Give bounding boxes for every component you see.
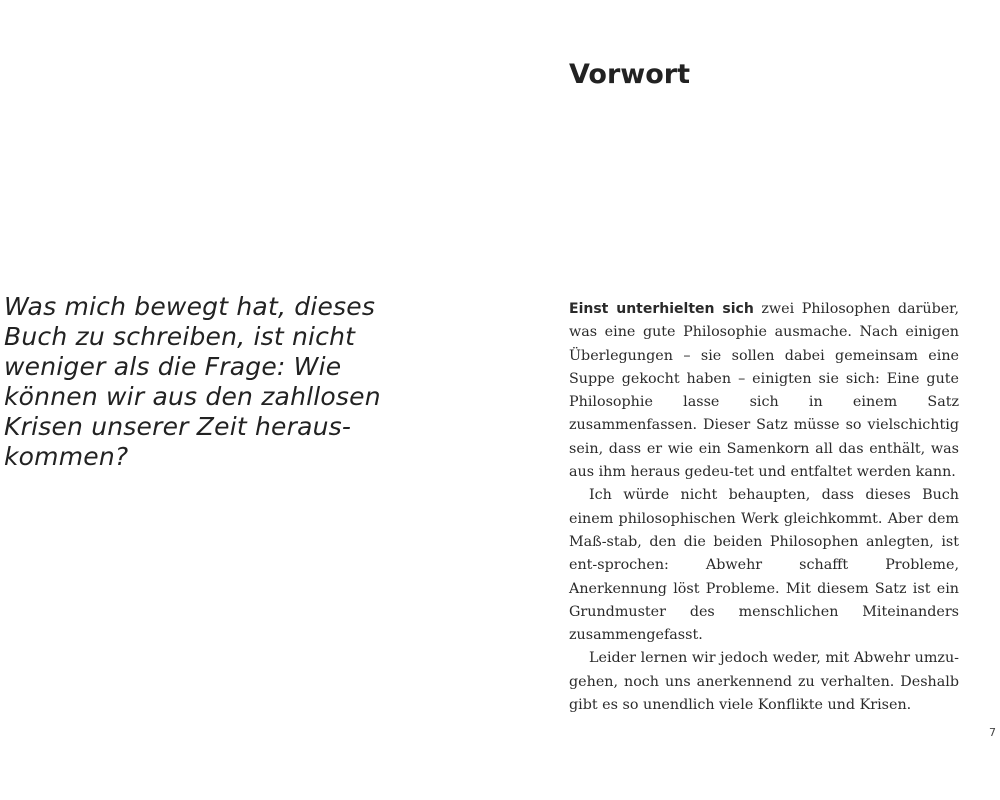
chapter-title: Vorwort [569, 59, 690, 90]
epigraph-quote: Was mich bewegt hat, dieses Buch zu schreiben, ist nicht weniger als die Frage: Wie können wir aus den zahllosen Krisen unserer Zeit heraus-kommen? [4, 292, 381, 471]
paragraph-text: Leider lernen wir jedoch weder, mit Abwehr umzu-gehen, noch uns anerkennend zu verhalten. Deshalb gibt es so unendlich viele Konflikte und Krisen. [569, 650, 959, 714]
body-text [569, 298, 959, 717]
paragraph-text: Ich würde nicht behaupten, dass dieses Buch einem philosophischen Werk gleichkommt. Aber dem Maß-stab, den die beiden Philosophen anlegten, ist ent-sprochen: Abwehr schafft Probleme, Anerkennung löst Probleme. Mit diesem Satz ist ein Grundmuster des menschlichen Miteinanders zusammengefasst. [569, 487, 959, 644]
paragraph [569, 298, 959, 484]
paragraph [569, 647, 959, 717]
paragraph [569, 484, 959, 647]
paragraph-lead-in: Einst unterhielten sich [569, 301, 754, 317]
right-page [500, 0, 1000, 800]
paragraph-text: zwei Philosophen darüber, was eine gute Philosophie ausmache. Nach einigen Überlegungen – sie sollen dabei gemeinsam eine Suppe gekocht haben – einigten sie sich: Eine gute Philosophie lasse sich in einem Satz zusammenfassen. Dieser Satz müsse so vielschichtig sein, dass er wie ein Samenkorn all das enthält, was aus ihm heraus gedeu-tet und entfaltet werden kann. [569, 301, 959, 481]
page-number: 7 [989, 726, 996, 739]
